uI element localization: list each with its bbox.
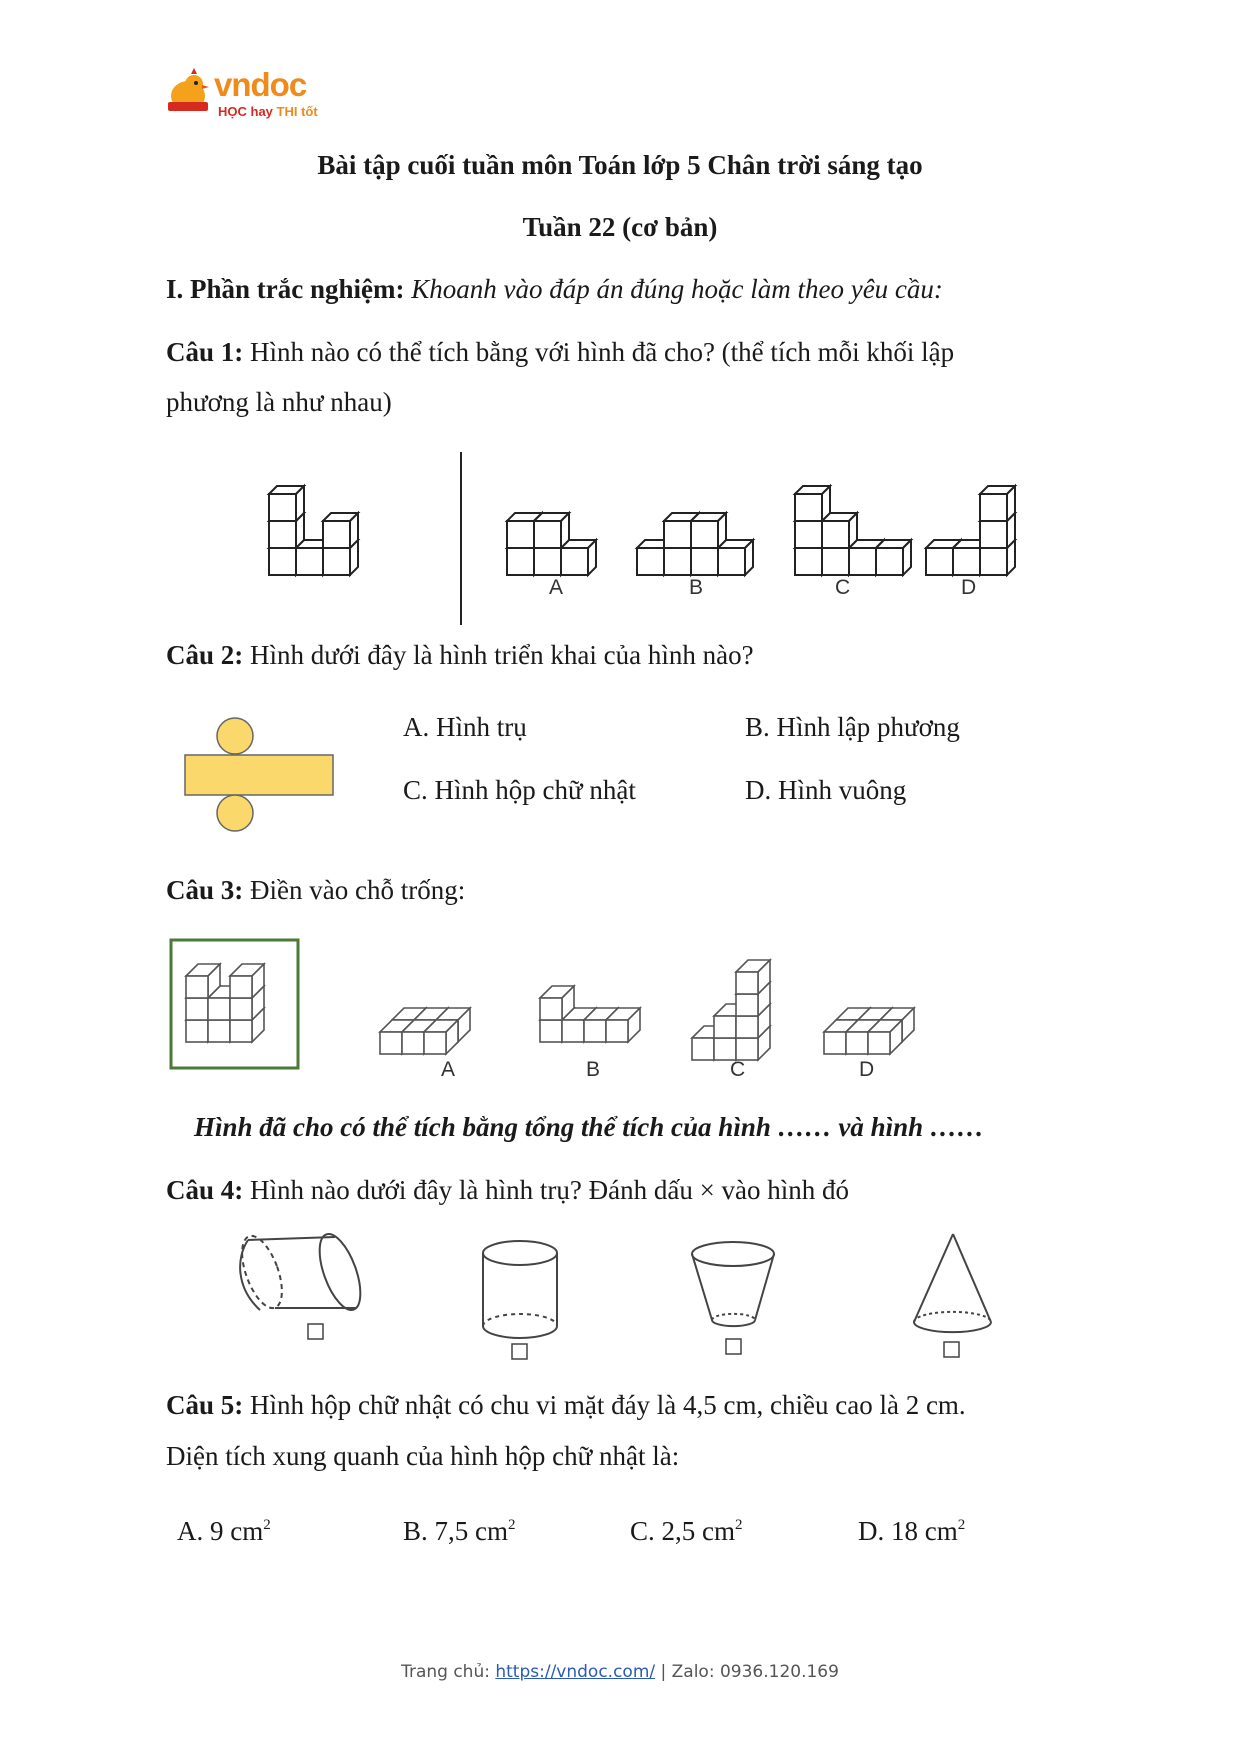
q3-label-a: A xyxy=(441,1058,456,1081)
option-d-shape-cube xyxy=(980,486,1015,521)
option-a-shape-cube xyxy=(534,513,569,548)
given-shape-cube xyxy=(269,486,304,521)
q5-option-d[interactable]: D. 18 $cm^2$ xyxy=(858,1516,966,1546)
q3-label-d: D xyxy=(859,1058,875,1081)
question-5: Câu 5: Hình hộp chữ nhật có chu vi mặt đáy là 4,5 cm, chiều cao là 2 cm. xyxy=(166,1390,966,1420)
cylinder-figure xyxy=(483,1241,557,1338)
checkbox-3[interactable] xyxy=(726,1339,741,1354)
q1-label-d: D xyxy=(961,576,977,599)
logo-wordmark: vndoc xyxy=(214,66,307,103)
q3-fill-sentence: Hình đã cho có thể tích bằng tổng thể tích của hình …… và hình …… xyxy=(194,1112,984,1142)
q1-label-c: C xyxy=(835,576,851,599)
mascot-icon xyxy=(164,68,214,122)
q5-option-c[interactable]: C. 2,5 $cm^2$ xyxy=(630,1516,743,1546)
question-4: Câu 4: Hình nào dưới đây là hình trụ? Đánh dấu × vào hình đó xyxy=(166,1175,850,1205)
logo-tagline: HỌC hay THI tốt xyxy=(218,104,318,119)
net-top-circle xyxy=(217,718,253,754)
q5-option-b[interactable]: B. 7,5 $cm^2$ xyxy=(403,1516,516,1546)
checkbox-4[interactable] xyxy=(944,1342,959,1357)
q2-option-d[interactable]: D. Hình vuông xyxy=(745,775,907,805)
q1-label-b: B xyxy=(689,576,704,599)
q3-label-c: C xyxy=(730,1058,746,1081)
page-footer: Trang chủ: https://vndoc.com/ | Zalo: 0936.120.169 xyxy=(401,1662,839,1682)
q2-option-c[interactable]: C. Hình hộp chữ nhật xyxy=(403,775,636,805)
given-shape-cube xyxy=(323,513,358,548)
q5-option-a[interactable]: A. 9 $cm^2$ xyxy=(177,1516,271,1546)
checkbox-2[interactable] xyxy=(512,1344,527,1359)
section-heading: I. Phần trắc nghiệm: Khoanh vào đáp án đúng hoặc làm theo yêu cầu: xyxy=(166,274,943,304)
q2-option-b[interactable]: B. Hình lập phương xyxy=(745,712,960,742)
question-1: Câu 1: Hình nào có thể tích bằng với hình đã cho? (thể tích mỗi khối lập xyxy=(166,337,955,367)
net-bottom-circle xyxy=(217,795,253,831)
vndoc-logo xyxy=(164,66,334,126)
q1-figures xyxy=(0,440,1240,640)
q3-label-b: B xyxy=(586,1058,601,1081)
option-c-shape-cube xyxy=(822,513,857,548)
cylinder-net xyxy=(183,716,343,856)
question-2: Câu 2: Hình dưới đây là hình triển khai của hình nào? xyxy=(166,640,754,670)
option-b-shape-cube xyxy=(691,513,726,548)
q4-shapes xyxy=(0,1228,1240,1368)
page-title: Bài tập cuối tuần môn Toán lớp 5 Chân trời sáng tạo xyxy=(317,150,923,180)
q3-figures xyxy=(0,936,1240,1086)
net-rectangle xyxy=(185,755,333,795)
question-1-line2: phương là như nhau) xyxy=(166,387,392,417)
cone-figure xyxy=(914,1234,991,1332)
option-c-shape-cube xyxy=(795,486,830,521)
option-b-shape-cube xyxy=(718,540,753,575)
q2-option-a[interactable]: A. Hình trụ xyxy=(403,712,527,742)
frustum-figure xyxy=(692,1242,774,1326)
q1-label-a: A xyxy=(549,576,564,599)
question-5-line2: Diện tích xung quanh của hình hộp chữ nhật là: xyxy=(166,1441,680,1471)
checkbox-1[interactable] xyxy=(308,1324,323,1339)
page-subtitle: Tuần 22 (cơ bản) xyxy=(522,212,718,242)
tilted-cylinder-figure xyxy=(234,1229,369,1315)
option-a-shape-cube xyxy=(561,540,596,575)
option-c-shape-cube xyxy=(876,540,911,575)
homepage-link[interactable]: https://vndoc.com/ xyxy=(495,1662,656,1682)
question-3: Câu 3: Điền vào chỗ trống: xyxy=(166,875,466,905)
